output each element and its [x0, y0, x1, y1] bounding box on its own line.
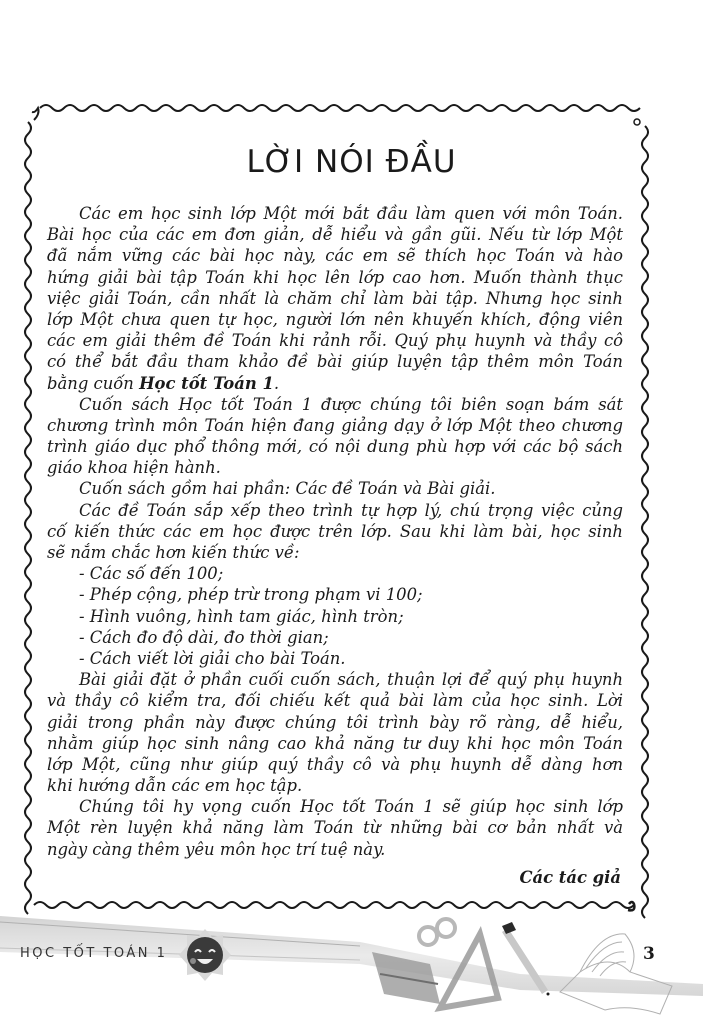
border-top-wave	[40, 105, 640, 111]
border-left-wave	[25, 122, 31, 914]
corner-curl-top-left	[32, 108, 39, 120]
list-item: - Cách viết lời giải cho bài Toán.	[79, 648, 346, 668]
corner-curl-top-right	[634, 119, 640, 125]
footer-illustration	[0, 912, 703, 1024]
text-line: Cuốn sách gồm hai phần: Các đề Toán và Bài giải.	[79, 479, 496, 499]
text-line: giải trong phần này được chúng tôi trình bày rõ ràng, dễ hiểu,	[47, 712, 623, 732]
border-right-wave	[642, 126, 648, 918]
text-line: đã nắm vững các bài học này, các em sẽ thích học Toán và hào	[47, 246, 623, 266]
text-line: ngày càng thêm yêu môn học trí tuệ này.	[47, 839, 386, 859]
text-line: các em giải thêm đề Toán khi rảnh rỗi. Quý phụ huynh và thầy cô	[47, 331, 623, 351]
text-line: trình giáo dục phổ thông mới, có nội dung phù hợp với các bộ sách	[47, 437, 623, 457]
text-line: Cuốn sách Học tốt Toán 1 được chúng tôi biên soạn bám sát	[79, 394, 623, 414]
text-fragment: .	[273, 373, 280, 393]
text-line: Các đề Toán sắp xếp theo trình tự hợp lý, chú trọng việc củng	[79, 500, 623, 520]
text-line: Bài giải đặt ở phần cuối cuốn sách, thuận lợi để quý phụ huynh	[79, 670, 623, 690]
text-fragment: bằng cuốn	[47, 373, 140, 393]
list-item: - Phép cộng, phép trừ trong phạm vi 100;	[79, 585, 423, 605]
running-title: HỌC TỐT TOÁN 1	[20, 946, 168, 961]
page-title: LỜI NÓI ĐẦU	[246, 144, 457, 180]
text-line: khi hướng dẫn các em học tập.	[47, 776, 303, 796]
text-line: lớp Một, cũng như giúp quý thầy cô và phụ huynh dễ dàng hơn	[47, 754, 623, 774]
text-line: giáo khoa hiện hành.	[47, 458, 221, 478]
text-line: hứng giải bài tập Toán khi học lên lớp cao hơn. Muốn thành thục	[47, 267, 623, 287]
text-line: cố kiến thức các em học được trên lớp. Sau khi làm bài, học sinh	[47, 521, 623, 541]
text-line: nhằm giúp học sinh nâng cao khả năng tư duy khi học môn Toán	[47, 733, 623, 753]
book-title-bold: Học tốt Toán 1	[139, 373, 274, 393]
open-book-icon	[560, 934, 672, 1014]
preface-body	[47, 203, 623, 860]
text-line: Bài học của các em đơn giản, dễ hiểu và gần gũi. Nếu từ lớp Một	[47, 225, 623, 245]
text-line: sẽ nắm chắc hơn kiến thức về:	[47, 543, 300, 562]
border-bottom-wave	[34, 902, 634, 908]
rings-icon	[419, 919, 455, 945]
text-line: Chúng tôi hy vọng cuốn Học tốt Toán 1 sẽ giúp học sinh lớp	[79, 797, 623, 817]
text-line: Các em học sinh lớp Một mới bắt đầu làm quen với môn Toán.	[79, 204, 623, 223]
list-item: - Các số đến 100;	[79, 564, 224, 584]
text-line: chương trình môn Toán hiện đang giảng dạy ở lớp Một theo chương	[47, 415, 623, 435]
text-line: có thể bắt đầu tham khảo đề bài giúp luyện tập thêm môn Toán	[47, 352, 623, 372]
list-item: - Cách đo độ dài, đo thời gian;	[79, 627, 329, 647]
text-line: việc giải Toán, cần nhất là chăm chỉ làm bài tập. Nhưng học sinh	[47, 288, 623, 308]
text-line	[47, 373, 623, 394]
author-signature: Các tác giả	[519, 868, 621, 887]
text-line: lớp Một chưa quen tự học, người lớn nên khuyến khích, động viên	[47, 309, 623, 329]
page-number: 3	[643, 944, 655, 964]
text-line: Một rèn luyện khả năng làm Toán từ những bài cơ bản nhất và	[47, 818, 623, 838]
list-item: - Hình vuông, hình tam giác, hình tròn;	[79, 606, 404, 626]
text-line: và thầy cô kiểm tra, đối chiếu kết quả bài làm của học sinh. Lời	[47, 691, 623, 711]
